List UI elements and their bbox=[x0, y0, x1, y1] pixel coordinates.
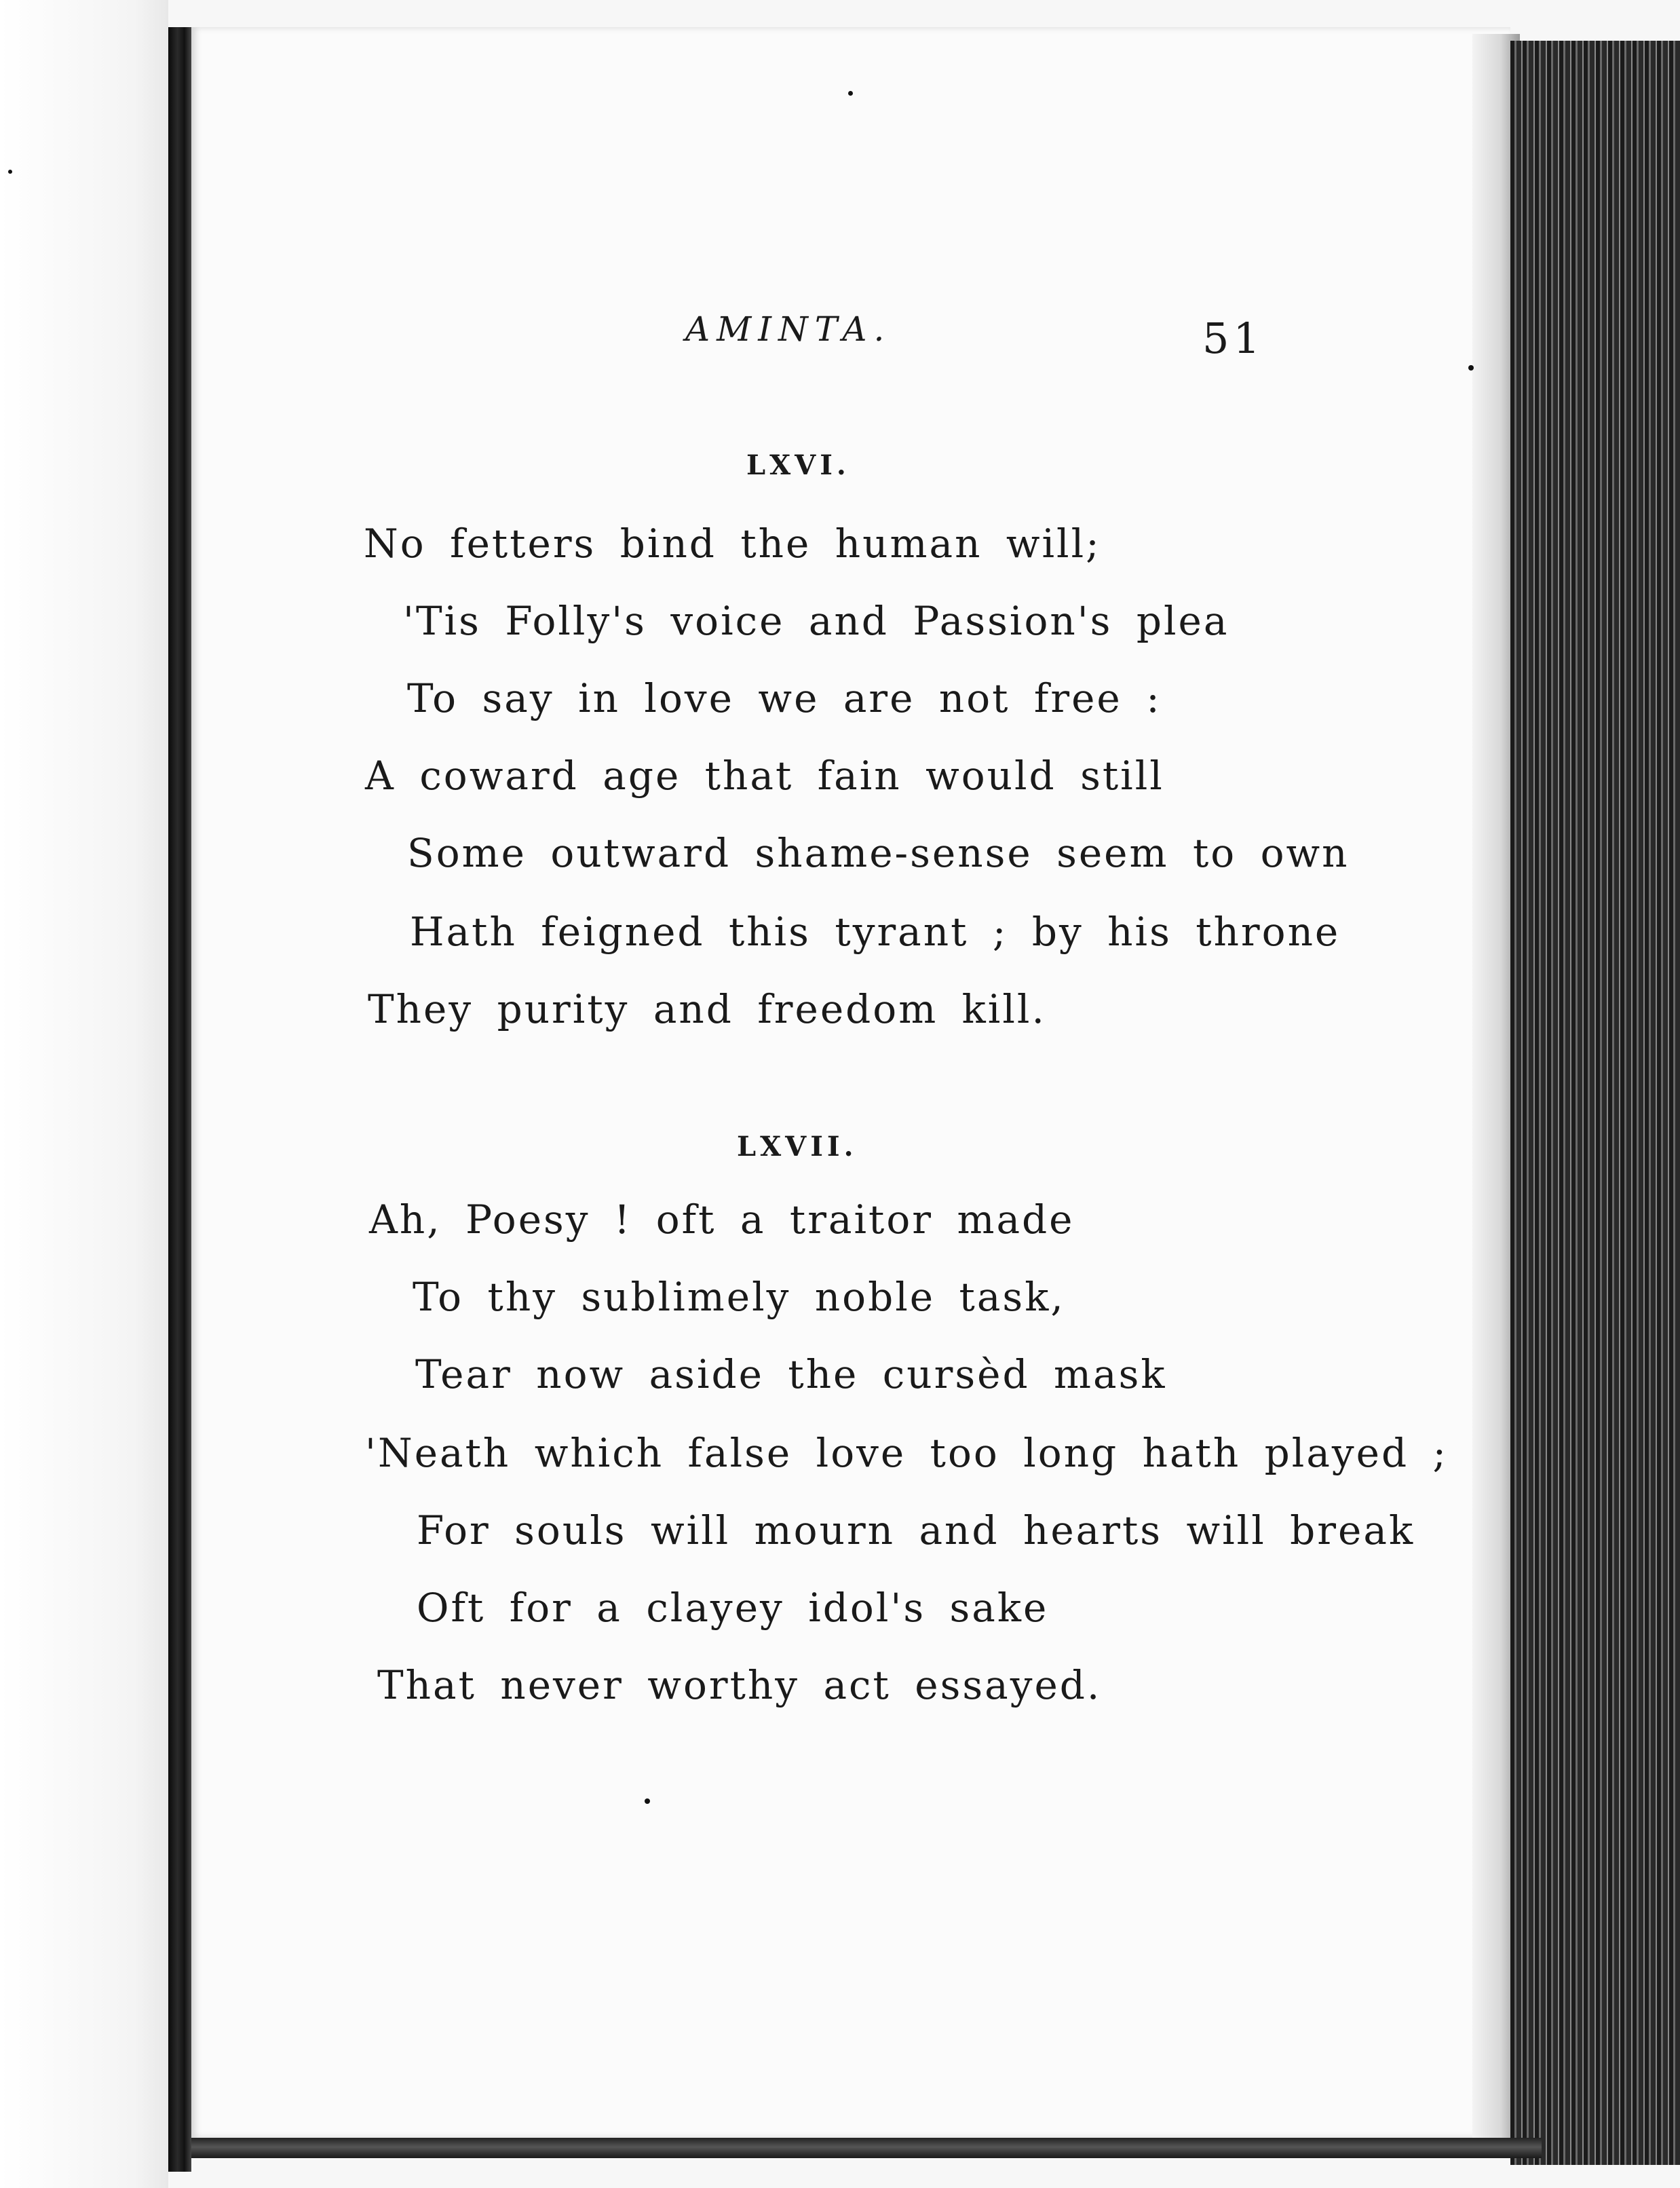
verse-line: To say in love we are not free : bbox=[407, 675, 1162, 721]
dust-speck bbox=[1468, 365, 1474, 371]
dust-speck bbox=[848, 91, 853, 96]
verse-line: No fetters bind the human will; bbox=[364, 521, 1101, 567]
dust-speck bbox=[8, 170, 12, 174]
verse-line: They purity and freedom kill. bbox=[368, 986, 1046, 1032]
fore-edge bbox=[1510, 41, 1680, 2165]
verse-line: For souls will mourn and hearts will break bbox=[417, 1507, 1415, 1553]
verse-line: Hath feigned this tyrant ; by his throne bbox=[410, 909, 1341, 955]
verse-line: Ah, Poesy ! oft a traitor made bbox=[369, 1196, 1075, 1243]
verse-line: 'Tis Folly's voice and Passion's plea bbox=[403, 598, 1229, 644]
verse-line: That never worthy act essayed. bbox=[377, 1662, 1102, 1708]
verse-line: A coward age that fain would still bbox=[365, 753, 1164, 799]
page-number: 51 bbox=[1202, 314, 1264, 363]
left-page-edge bbox=[0, 0, 168, 2188]
stanza-number: LXVII. bbox=[737, 1131, 858, 1163]
verse-line: 'Neath which false love too long hath played ; bbox=[365, 1430, 1449, 1476]
verse-line: Oft for a clayey idol's sake bbox=[417, 1585, 1049, 1631]
stanza-number: LXVI. bbox=[746, 449, 850, 481]
verse-line: To thy sublimely noble task, bbox=[413, 1274, 1065, 1320]
binding-gutter bbox=[168, 27, 191, 2172]
dust-speck bbox=[645, 1798, 650, 1804]
running-title: AMINTA. bbox=[685, 309, 892, 349]
verse-line: Tear now aside the cursèd mask bbox=[415, 1351, 1167, 1397]
page-bottom-edge bbox=[191, 2138, 1542, 2158]
verse-line: Some outward shame-sense seem to own bbox=[407, 830, 1350, 876]
